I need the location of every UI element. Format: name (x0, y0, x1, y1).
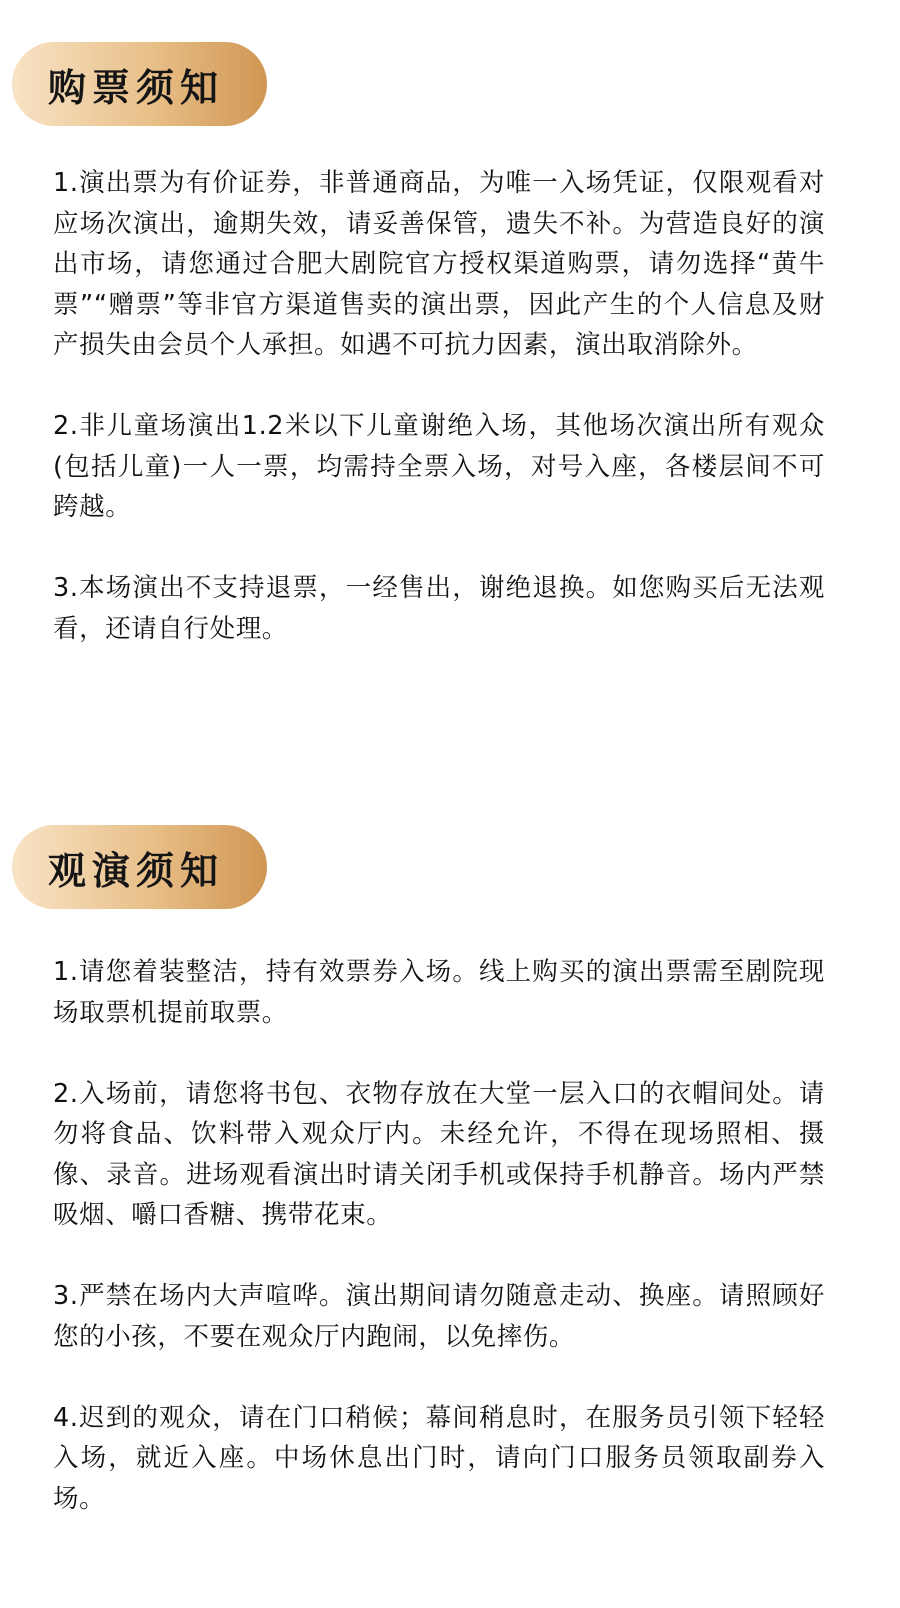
ticket-notice-body (53, 163, 825, 690)
viewing-notice-item-2: 2.入场前，请您将书包、衣物存放在大堂一层入口的衣帽间处。请勿将食品、饮料带入观众厅内。未经允许，不得在现场照相、摄像、录音。进场观看演出时请关闭手机或保持手机静音。场内严禁吸烟、嚼口香糖、携带花束。 (53, 1078, 825, 1230)
viewing-notice-title: 观演须知 (48, 848, 225, 893)
viewing-notice-item-1: 1.请您着装整洁，持有效票券入场。线上购买的演出票需至剧院现场取票机提前取票。 (53, 957, 825, 1028)
viewing-notice-item-4: 4.迟到的观众，请在门口稍候；幕间稍息时，在服务员引领下轻轻入场，就近入座。中场休息出门时，请向门口服务员领取副券入场。 (53, 1402, 825, 1514)
ticket-notice-item-2: 2.非儿童场演出1.2米以下儿童谢绝入场，其他场次演出所有观众(包括儿童)一人一票，均需持全票入场，对号入座，各楼层间不可跨越。 (53, 411, 825, 522)
ticket-notice-header (12, 42, 267, 126)
viewing-notice-body (53, 952, 825, 1560)
ticket-notice-item-1: 1.演出票为有价证券，非普通商品，为唯一入场凭证，仅限观看对应场次演出，逾期失效，请妥善保管，遗失不补。为营造良好的演出市场，请您通过合肥大剧院官方授权渠道购票，请勿选择“黄牛票”“赠票”等非官方渠道售卖的演出票，因此产生的个人信息及财产损失由会员个人承担。如遇不可抗力因素，演出取消除外。 (53, 168, 825, 360)
viewing-notice-header (12, 825, 267, 909)
ticket-notice-item-3: 3.本场演出不支持退票，一经售出，谢绝退换。如您购买后无法观看，还请自行处理。 (53, 573, 825, 644)
ticket-notice-title: 购票须知 (48, 65, 225, 110)
viewing-notice-item-3: 3.严禁在场内大声喧哗。演出期间请勿随意走动、换座。请照顾好您的小孩，不要在观众厅内跑闹，以免摔伤。 (53, 1281, 825, 1352)
